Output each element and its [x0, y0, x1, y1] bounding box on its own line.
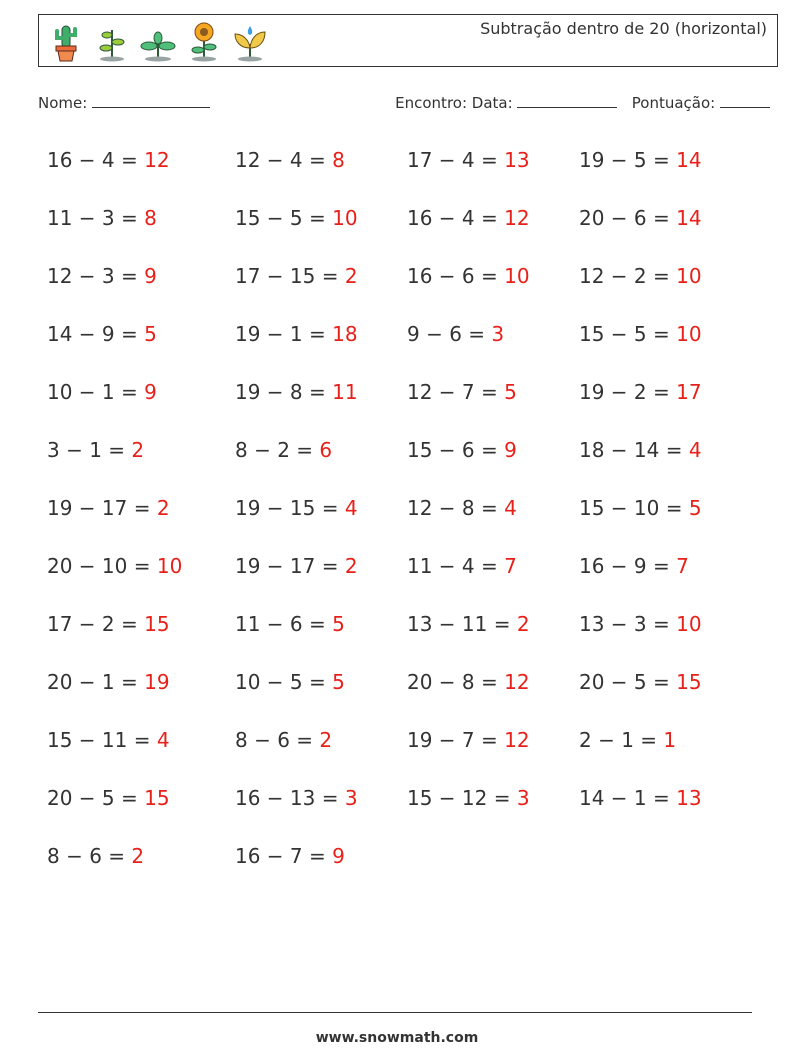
problem-question: 16 − 7 = — [235, 844, 333, 868]
problem-answer: 13 — [676, 786, 702, 810]
problem-answer: 8 — [144, 206, 157, 230]
problem-answer: 11 — [332, 380, 358, 404]
problem-item — [407, 551, 579, 609]
problem-answer: 19 — [144, 670, 170, 694]
problem-answer: 5 — [332, 670, 345, 694]
problem-item — [235, 609, 407, 667]
problem-answer: 7 — [504, 554, 517, 578]
score-label: Pontuação: — [631, 94, 716, 112]
problem-answer: 5 — [332, 612, 345, 636]
problem-answer: 9 — [144, 380, 157, 404]
problem-item — [47, 261, 235, 319]
problem-item — [235, 667, 407, 725]
problem-answer: 15 — [144, 612, 170, 636]
problem-answer: 2 — [516, 612, 530, 636]
problem-item — [235, 493, 407, 551]
problem-answer: 12 — [504, 728, 530, 752]
problem-item — [407, 783, 579, 841]
problem-answer: 2 — [344, 264, 358, 288]
problem-answer: 15 — [144, 786, 170, 810]
problem-question: 18 − 14 = — [579, 438, 689, 462]
problem-question: 20 − 6 = — [579, 206, 677, 230]
problem-item — [579, 609, 751, 667]
problem-answer: 10 — [676, 322, 702, 346]
problem-question: 16 − 4 = — [47, 148, 145, 172]
problem-item — [235, 725, 407, 783]
problem-question: 10 − 1 = — [47, 380, 145, 404]
problem-item — [579, 319, 751, 377]
problem-item — [235, 261, 407, 319]
problem-item — [407, 377, 579, 435]
problem-item — [47, 609, 235, 667]
problem-answer: 7 — [676, 554, 689, 578]
footer-site: www.snowmath.com — [315, 1030, 479, 1046]
problem-item — [235, 783, 407, 841]
problem-item — [47, 319, 235, 377]
problem-item — [235, 145, 407, 203]
problem-answer: 14 — [676, 206, 702, 230]
problem-question: 19 − 8 = — [235, 380, 333, 404]
problem-item — [47, 435, 235, 493]
problem-answer: 6 — [319, 438, 333, 462]
cactus-pot-icon — [47, 20, 85, 62]
problem-answer: 5 — [504, 380, 517, 404]
watered-leaves-icon — [231, 20, 269, 62]
encounter-fields — [395, 93, 770, 112]
problem-question: 15 − 6 = — [407, 438, 505, 462]
problem-answer: 12 — [144, 148, 170, 172]
problem-answer: 5 — [144, 322, 157, 346]
problem-question: 15 − 11 = — [47, 728, 157, 752]
problem-item — [47, 725, 235, 783]
problem-item — [235, 841, 407, 899]
problem-question: 12 − 2 = — [579, 264, 677, 288]
problem-grid — [47, 145, 751, 899]
plant-icons — [47, 20, 269, 62]
score-blank[interactable] — [720, 93, 770, 108]
problem-answer: 10 — [332, 206, 358, 230]
problem-answer: 2 — [319, 728, 333, 752]
problem-question: 20 − 5 = — [579, 670, 677, 694]
problem-question: 17 − 2 = — [47, 612, 145, 636]
problem-item — [407, 609, 579, 667]
problem-answer: 12 — [504, 670, 530, 694]
problem-answer: 10 — [676, 264, 702, 288]
problem-item — [235, 377, 407, 435]
problem-question: 8 − 6 = — [47, 844, 132, 868]
problem-question: 13 − 3 = — [579, 612, 677, 636]
problem-answer: 8 — [332, 148, 345, 172]
problem-item — [579, 725, 751, 783]
seedling-icon — [139, 20, 177, 62]
problem-item — [579, 377, 751, 435]
problem-question: 8 − 2 = — [235, 438, 320, 462]
problem-question: 17 − 15 = — [235, 264, 345, 288]
problem-answer: 2 — [156, 496, 170, 520]
date-label: Data: — [471, 94, 513, 112]
problem-question: 12 − 8 = — [407, 496, 505, 520]
problem-question: 20 − 1 = — [47, 670, 145, 694]
problem-question: 3 − 1 = — [47, 438, 132, 462]
problem-question: 9 − 6 = — [407, 322, 492, 346]
problem-question: 19 − 7 = — [407, 728, 505, 752]
problem-question: 19 − 17 = — [235, 554, 345, 578]
problem-item — [579, 667, 751, 725]
problem-item — [407, 725, 579, 783]
problem-item — [47, 203, 235, 261]
problem-question: 20 − 8 = — [407, 670, 505, 694]
problem-answer: 14 — [676, 148, 702, 172]
problem-question: 20 − 5 = — [47, 786, 145, 810]
problem-item — [407, 493, 579, 551]
problem-answer: 4 — [344, 496, 358, 520]
problem-answer: 9 — [504, 438, 517, 462]
problem-answer: 17 — [676, 380, 702, 404]
problem-question: 19 − 15 = — [235, 496, 345, 520]
problem-question: 13 − 11 = — [407, 612, 517, 636]
problem-item — [47, 377, 235, 435]
name-field — [38, 93, 210, 112]
problem-question: 17 − 4 = — [407, 148, 505, 172]
problem-answer: 2 — [131, 438, 145, 462]
problem-item — [579, 551, 751, 609]
problem-answer: 10 — [504, 264, 530, 288]
problem-question: 11 − 3 = — [47, 206, 145, 230]
problem-answer: 3 — [344, 786, 358, 810]
problem-question: 15 − 10 = — [579, 496, 689, 520]
problem-question: 19 − 2 = — [579, 380, 677, 404]
problem-question: 20 − 10 = — [47, 554, 157, 578]
problem-answer: 15 — [676, 670, 702, 694]
problem-answer: 2 — [344, 554, 358, 578]
problem-question: 19 − 5 = — [579, 148, 677, 172]
sunflower-icon — [185, 20, 223, 62]
problem-question: 15 − 12 = — [407, 786, 517, 810]
problem-answer: 10 — [676, 612, 702, 636]
problem-item — [235, 551, 407, 609]
problem-question: 10 − 5 = — [235, 670, 333, 694]
problem-question: 16 − 9 = — [579, 554, 677, 578]
problem-item — [47, 841, 235, 899]
problem-item — [47, 667, 235, 725]
name-label: Nome: — [38, 94, 88, 112]
problem-item — [235, 319, 407, 377]
problem-item — [47, 783, 235, 841]
problem-answer: 4 — [156, 728, 170, 752]
problem-question: 11 − 4 = — [407, 554, 505, 578]
sprout-icon — [93, 20, 131, 62]
date-blank[interactable] — [517, 93, 617, 108]
problem-question: 12 − 7 = — [407, 380, 505, 404]
problem-answer: 10 — [156, 554, 183, 578]
problem-item — [579, 783, 751, 841]
problem-item — [407, 261, 579, 319]
problem-question: 16 − 13 = — [235, 786, 345, 810]
problem-item — [579, 261, 751, 319]
student-info-row — [38, 93, 770, 115]
problem-item — [579, 493, 751, 551]
problem-item — [579, 203, 751, 261]
footer-divider — [38, 1012, 752, 1013]
problem-item — [407, 319, 579, 377]
problem-item — [579, 435, 751, 493]
problem-item — [407, 145, 579, 203]
problem-item — [579, 145, 751, 203]
problem-item — [47, 145, 235, 203]
problem-answer: 4 — [504, 496, 517, 520]
problem-question: 11 − 6 = — [235, 612, 333, 636]
problem-question: 15 − 5 = — [235, 206, 333, 230]
problem-item — [47, 493, 235, 551]
problem-answer: 3 — [491, 322, 505, 346]
problem-question: 14 − 9 = — [47, 322, 145, 346]
problem-question: 12 − 4 = — [235, 148, 333, 172]
problem-item — [47, 551, 235, 609]
problem-answer: 18 — [332, 322, 358, 346]
problem-question: 19 − 1 = — [235, 322, 333, 346]
problem-answer: 3 — [516, 786, 530, 810]
problem-item — [235, 203, 407, 261]
problem-question: 14 − 1 = — [579, 786, 677, 810]
name-blank[interactable] — [92, 93, 210, 108]
problem-question: 16 − 6 = — [407, 264, 505, 288]
problem-question: 2 − 1 = — [579, 728, 664, 752]
problem-answer: 9 — [144, 264, 157, 288]
worksheet-title: Subtração dentro de 20 (horizontal) — [480, 19, 767, 38]
problem-question: 12 − 3 = — [47, 264, 145, 288]
problem-answer: 4 — [688, 438, 702, 462]
problem-question: 8 − 6 = — [235, 728, 320, 752]
worksheet-header — [38, 14, 778, 67]
problem-item — [407, 435, 579, 493]
problem-answer: 9 — [332, 844, 345, 868]
problem-answer: 13 — [504, 148, 530, 172]
problem-item — [235, 435, 407, 493]
problem-answer: 2 — [131, 844, 145, 868]
problem-answer: 5 — [688, 496, 702, 520]
problem-question: 15 − 5 = — [579, 322, 677, 346]
problem-question: 19 − 17 = — [47, 496, 157, 520]
problem-answer: 12 — [504, 206, 530, 230]
problem-answer: 1 — [663, 728, 677, 752]
problem-question: 16 − 4 = — [407, 206, 505, 230]
problem-item — [407, 203, 579, 261]
encounter-label: Encontro: — [395, 94, 468, 112]
problem-item — [407, 667, 579, 725]
